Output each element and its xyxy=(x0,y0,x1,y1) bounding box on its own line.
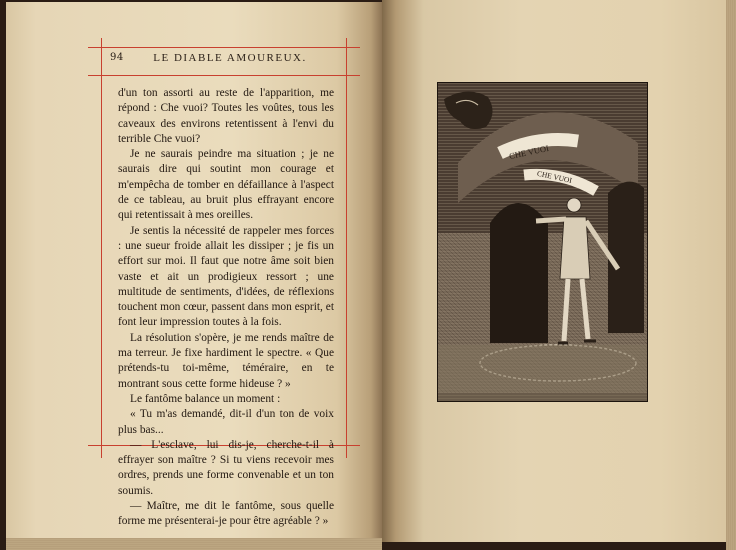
red-rule-right xyxy=(346,38,347,458)
red-rule-header xyxy=(88,75,360,76)
paragraph: — L'esclave, lui dis-je, cherche-t-il à effrayer son maître ? Si tu viens recevoir mes ordres, prends une forme convenable et un ton soumis. xyxy=(118,438,334,497)
banner-text-2: CHE VUOI xyxy=(536,168,573,185)
paragraph: Le fantôme balance un moment : xyxy=(130,392,281,405)
paragraph: Je sentis la nécessité de rappeler mes forces : une sueur froide allait les dissiper ; je fis un effort sur moi. Il faut que notre âme soit bien vaste et ait un prodigieux ressort ; une multitude de sentiments, d'idées, de réflexions touchent mon cœur, passent dans mon esprit, et font leur impression toutes à la fois. xyxy=(118,224,334,329)
dark-archway xyxy=(490,203,548,343)
body-text xyxy=(118,86,334,530)
engraving-illustration xyxy=(437,82,648,402)
engraving-svg xyxy=(438,83,647,401)
paragraph: Je ne saurais peindre ma situation ; je ne saurais dire qui soutint mon courage et m'empêcha de tomber en défaillance à l'aspect de ce tableau, au bruit plus effrayant encore qui retentissait à mes oreilles. xyxy=(118,148,334,222)
red-rule-top xyxy=(88,47,360,48)
paragraph: La résolution s'opère, je me rends maître de ma terreur. Je fixe hardiment le spectre. « Que prétends-tu toi-même, téméraire, en te montrant sous cette forme hideuse ? » xyxy=(118,331,334,390)
red-rule-left xyxy=(101,38,102,458)
banner-text-1: CHE VUOI xyxy=(508,142,550,162)
paragraph: d'un ton assorti au reste de l'apparition, me répond : Che vuoi? Toutes les voûtes, tous les caveaux des environs retentissent à l'envi du terrible Che vuoi? xyxy=(118,87,334,145)
page-number: 94 xyxy=(110,52,124,63)
page-edges-bottom xyxy=(6,538,382,550)
page-edges-right xyxy=(726,0,736,550)
page-header xyxy=(110,52,350,68)
running-title: LE DIABLE AMOUREUX. xyxy=(153,52,307,64)
paragraph: — Maître, me dit le fantôme, sous quelle forme me présenterai-je pour être agréable ? » xyxy=(118,500,334,528)
paragraph: « Tu m'as demandé, dit-il d'un ton de voix plus bas... xyxy=(118,408,334,436)
